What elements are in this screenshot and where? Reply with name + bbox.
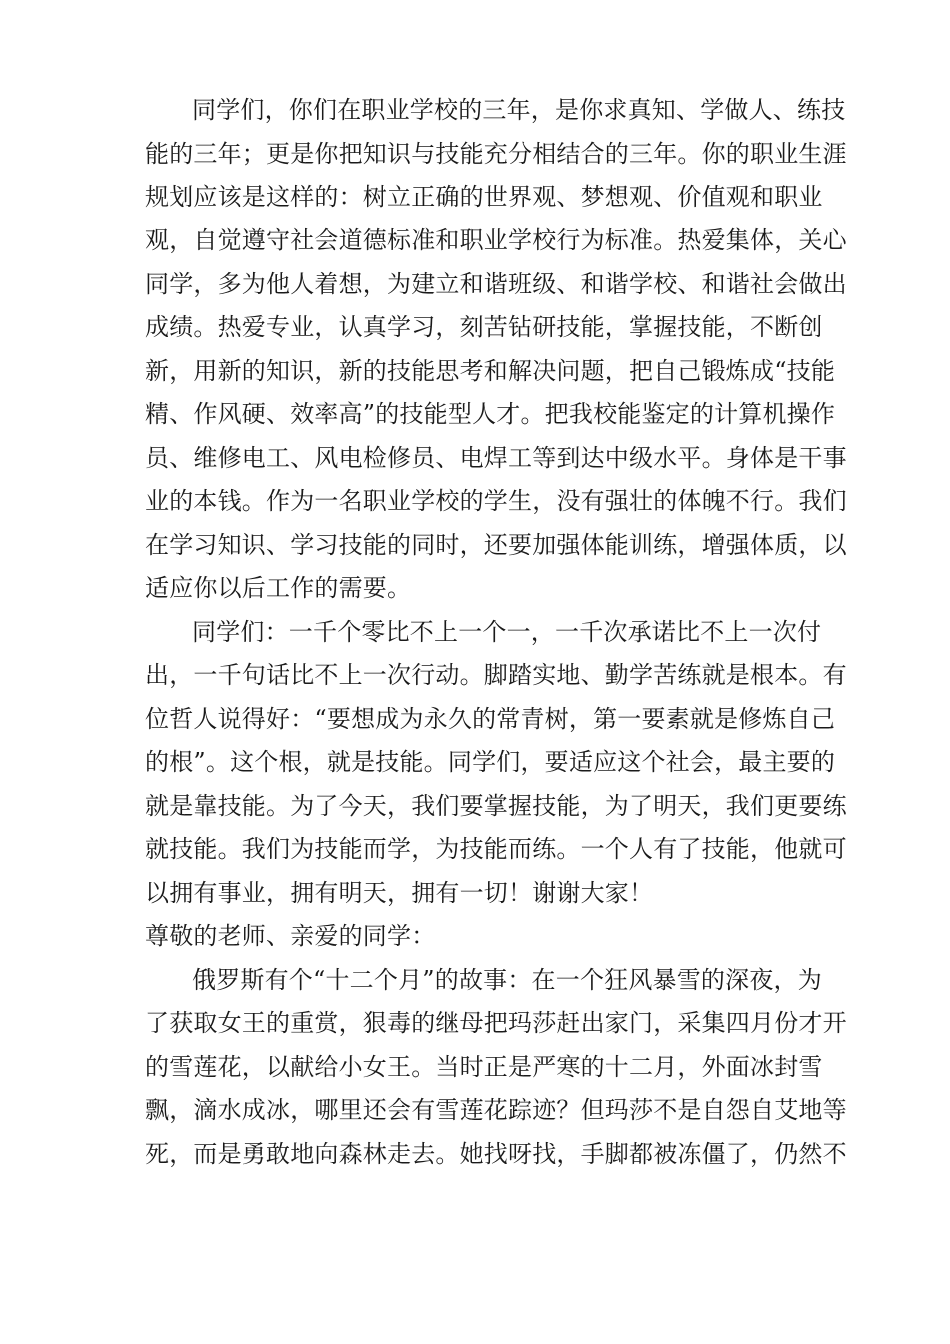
text-line: 同学们：一千个零比不上一个一，一千次承诺比不上一次付 [192,618,822,646]
text-line: 在学习知识、学习技能的同时，还要加强体能训练，增强体质，以 [145,531,847,559]
text-line: 出，一千句话比不上一次行动。脚踏实地、勤学苦练就是根本。有 [145,661,847,689]
text-line: 同学们，你们在职业学校的三年，是你求真知、学做人、练技 [192,96,846,124]
text-line: 尊敬的老师、亲爱的同学： [145,922,436,950]
text-line: 俄罗斯有个“十二个月”的故事：在一个狂风暴雪的深夜，为 [192,966,822,994]
text-line: 的根”。这个根，就是技能。同学们，要适应这个社会，最主要的 [145,748,836,776]
text-line: 就是靠技能。为了今天，我们要掌握技能，为了明天，我们更要练 [145,792,847,820]
text-line: 以拥有事业，拥有明天，拥有一切！谢谢大家！ [145,879,654,907]
text-line: 适应你以后工作的需要。 [145,574,412,602]
text-line: 能的三年；更是你把知识与技能充分相结合的三年。你的职业生涯 [145,140,847,168]
text-line: 精、作风硬、效率高”的技能型人才。把我校能鉴定的计算机操作 [145,400,836,428]
text-line: 新，用新的知识，新的技能思考和解决问题，把自己锻炼成“技能 [145,357,836,385]
text-line: 成绩。热爱专业，认真学习，刻苦钻研技能，掌握技能，不断创 [145,313,823,341]
text-line: 规划应该是这样的：树立正确的世界观、梦想观、价值观和职业 [145,183,823,211]
text-line: 的雪莲花，以献给小女王。当时正是严寒的十二月，外面冰封雪 [145,1053,823,1081]
text-line: 就技能。我们为技能而学，为技能而练。一个人有了技能，他就可 [145,835,847,863]
text-line: 死，而是勇敢地向森林走去。她找呀找，手脚都被冻僵了，仍然不 [145,1140,847,1168]
text-line: 位哲人说得好：“要想成为永久的常青树，第一要素就是修炼自己 [145,705,836,733]
text-line: 员、维修电工、风电检修员、电焊工等到达中级水平。身体是干事 [145,444,847,472]
text-line: 观，自觉遵守社会道德标准和职业学校行为标准。热爱集体，关心 [145,226,847,254]
text-line: 了获取女王的重赏，狠毒的继母把玛莎赶出家门，采集四月份才开 [145,1009,847,1037]
text-line: 飘，滴水成冰，哪里还会有雪莲花踪迹？但玛莎不是自怨自艾地等 [145,1096,847,1124]
text-line: 同学，多为他人着想，为建立和谐班级、和谐学校、和谐社会做出 [145,270,847,298]
text-line: 业的本钱。作为一名职业学校的学生，没有强壮的体魄不行。我们 [145,487,847,515]
